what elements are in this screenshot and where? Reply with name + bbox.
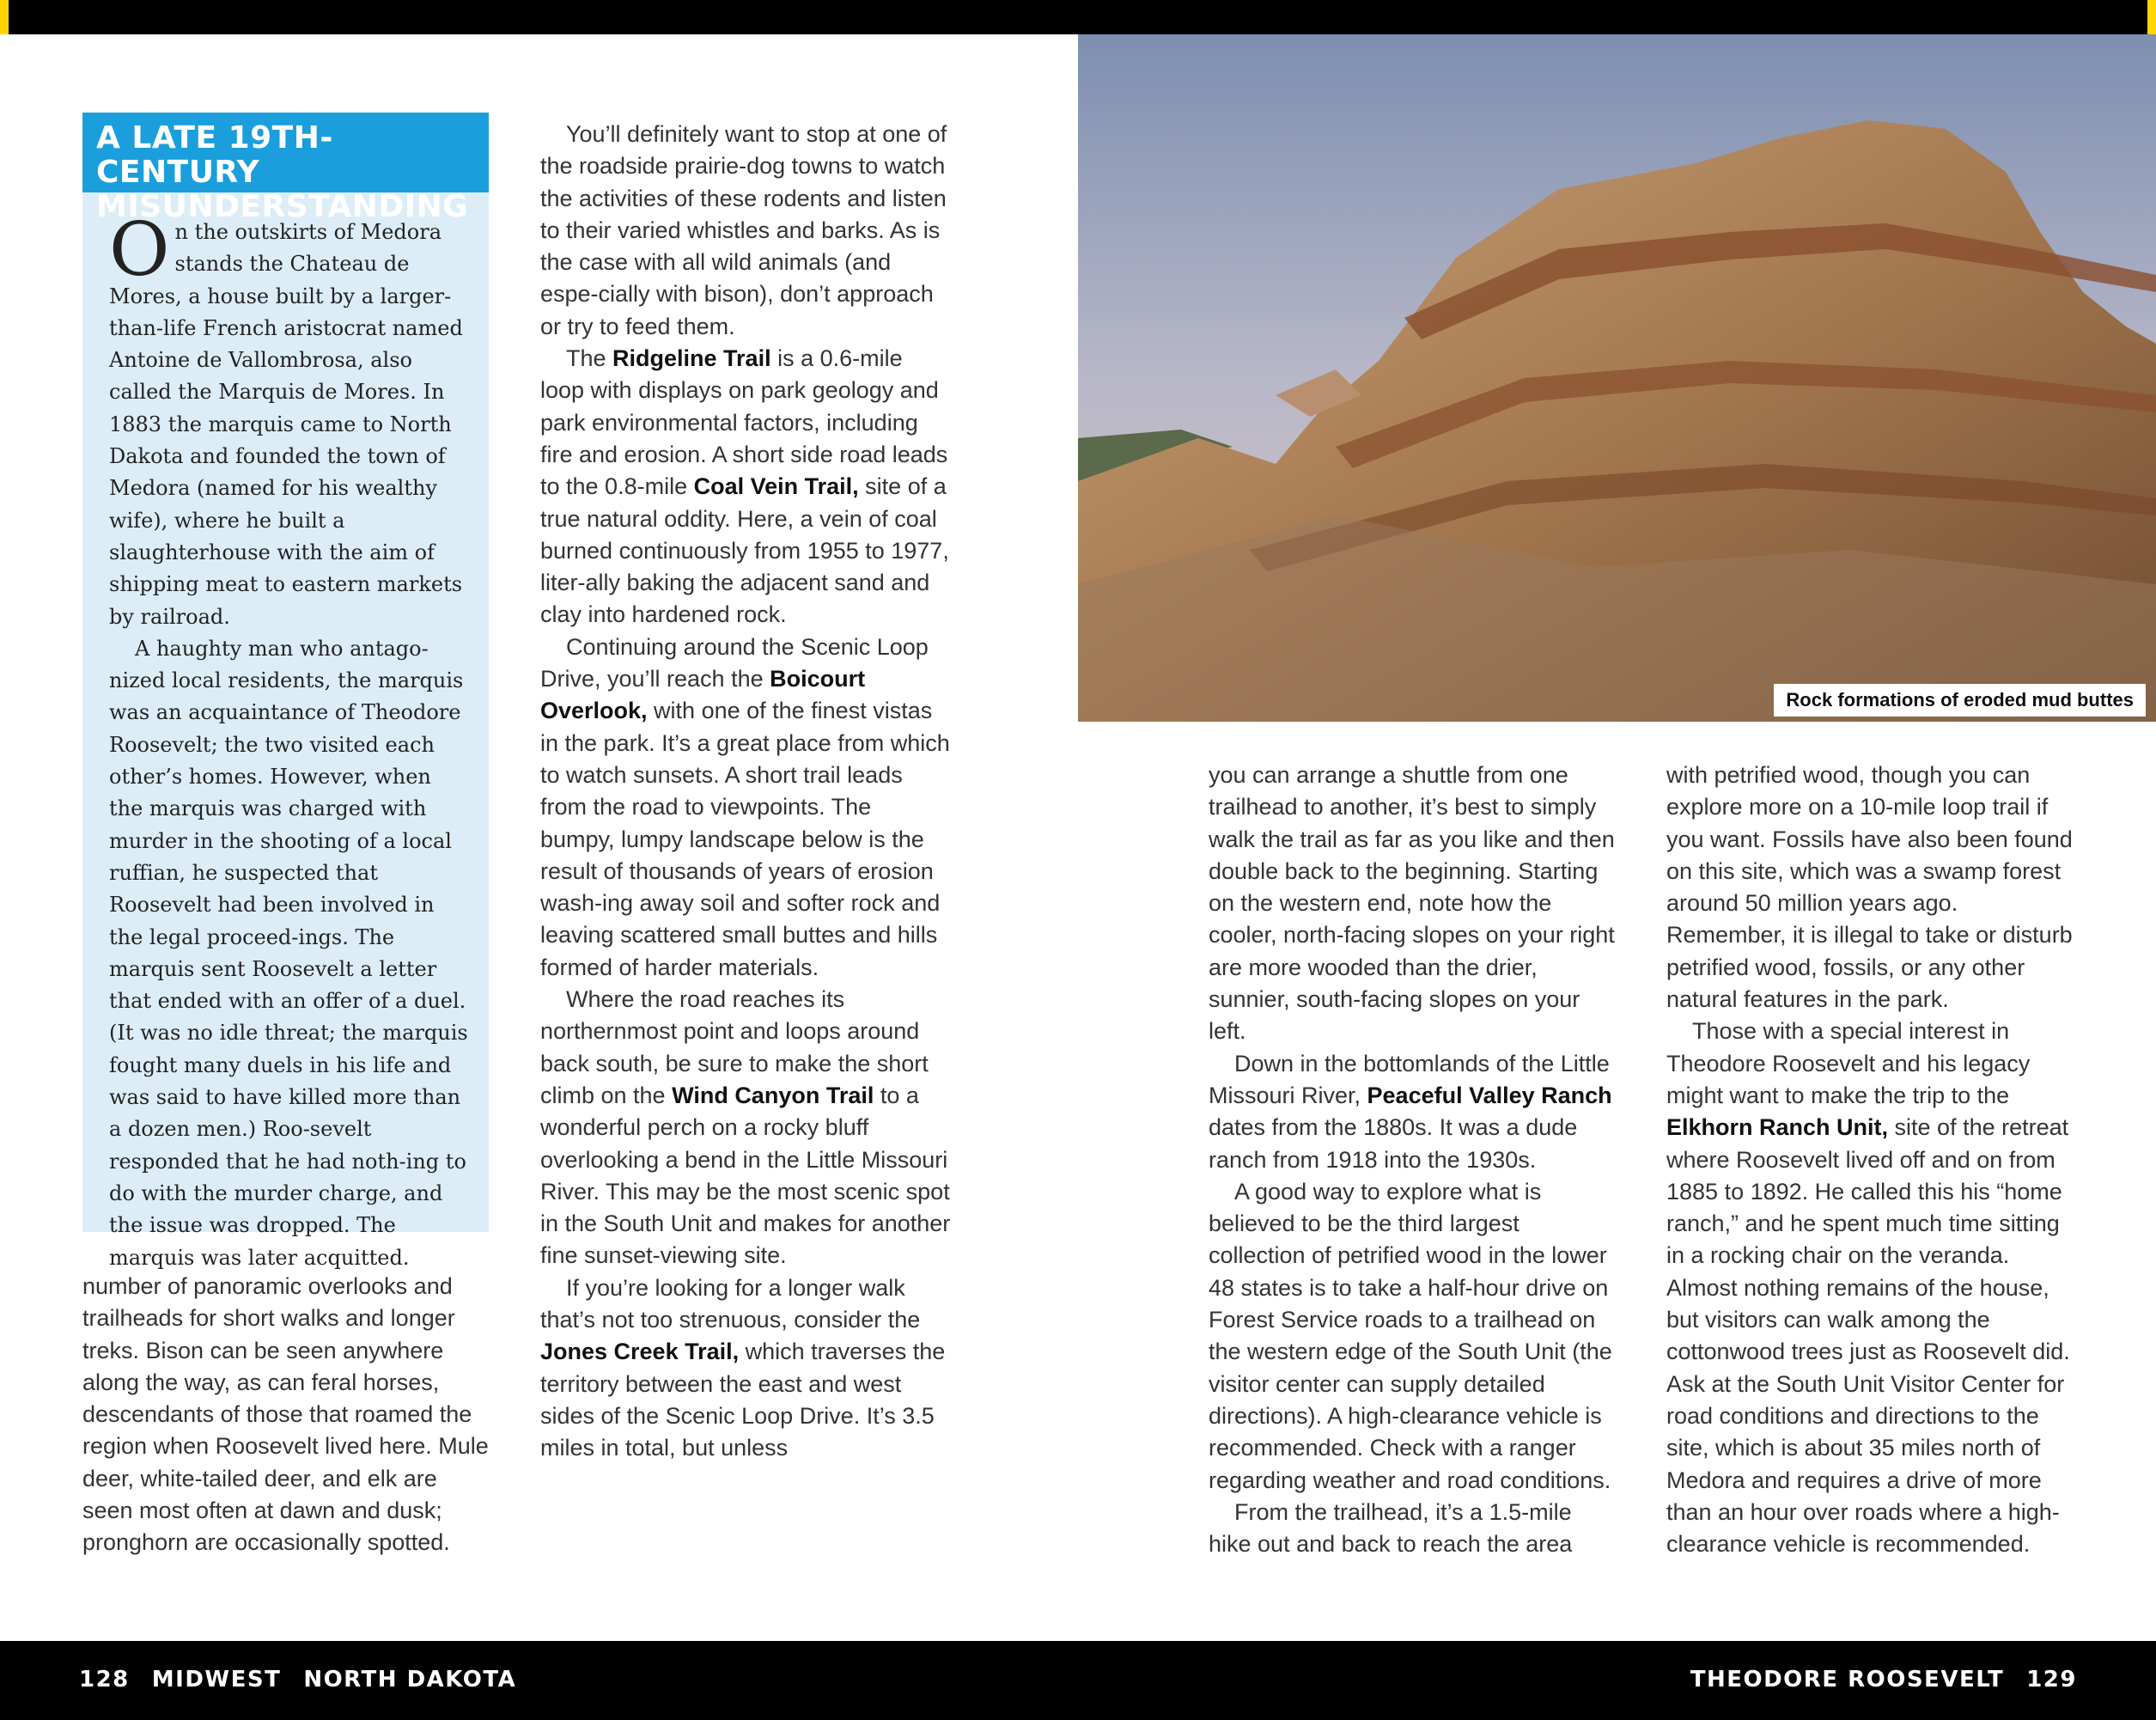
col3-paragraph-2 [1209,1048,1619,1176]
region-label: MIDWEST [151,1667,282,1693]
left-edge-tab [0,0,9,34]
text-span: Continuing around the Scenic Loop Drive, you’ll reach the [540,633,929,692]
text-span: to a wonderful perch on a rocky bluff overlooking a bend in the Little Missouri River. This may be the most scenic spot in the South Unit and makes for another fine sunset-viewing site. [540,1082,951,1269]
column-3 [1209,759,1619,1560]
sidebar-title [82,113,489,224]
photo-caption: Rock formations of eroded mud buttes [1774,684,2146,717]
text-span: is a 0.6-mile loop with displays on park geology and park environmental factors, including fire and erosion. A short side road leads to the 0.8-mile [540,345,948,500]
text-span: The [566,345,613,372]
left-page-number: 128 [79,1667,130,1693]
sidebar-title-line1: A LATE 19TH-CENTURY [96,120,333,190]
col2-paragraph-1: You’ll definitely want to stop at one of the roadside prairie-dog towns to watch the activities of these rodents and listen to their varied whistles and barks. As is the case with all wild animals (and espe-cially with bison), don’t approach or try to feed them. [540,121,947,339]
col3-paragraph-1: you can arrange a shuttle from one trailhead to another, it’s best to simply walk the trail as far as you like and then double back to the beginning. Starting on the western end, note how the cooler, north-facing slopes on your right are more wooded than the drier, sunnier, south-facing slopes on your left. [1209,762,1615,1045]
sidebar-paragraph-1 [109,207,470,633]
rock-formation-photo [1078,34,2156,722]
text-span: with one of the finest vistas in the park. It’s a great place from which to watch sunsets. A short trail leads from the road to viewpoints. The bumpy, lumpy landscape below is the result of thousands of years of erosion wash-ing away soil and softer rock and leaving scattered small buttes and hills formed of harder materials. [540,698,950,980]
col4-paragraph-1: with petrified wood, though you can explore more on a 10-mile loop trail if you want. Fossils have also been found on this site, which was a swamp forest around 50 million years ago. Remember, it is illegal to take or disturb petrified wood, fossils, or any other natural features in the park. [1666,762,2073,1013]
state-label: NORTH DAKOTA [303,1667,517,1693]
elkhorn-ranch-unit-name: Elkhorn Ranch Unit, [1666,1114,1889,1141]
top-bar [0,0,2156,34]
col3-paragraph-4: From the trailhead, it’s a 1.5-mile hike out and back to reach the area [1209,1498,1573,1558]
col1-paragraph-1: number of panoramic overlooks and trailheads for short walks and longer treks. Bison can be seen anywhere along the way, as can feral horses, descendants of those that roamed the region when Roosevelt lived here. Mule deer, white-tailed deer, and elk are seen most often at dawn and dusk; pronghorn are occasionally spotted. [82,1273,489,1556]
footer-bar [0,1641,2156,1720]
coal-vein-trail-name: Coal Vein Trail, [693,473,859,500]
text-span: Where the road reaches its northernmost point and loops around back south, be sure to make the short climb on the [540,986,929,1108]
col4-paragraph-2 [1666,1016,2077,1560]
wind-canyon-trail-name: Wind Canyon Trail [672,1082,874,1108]
text-span: which traverses the territory between the east and west sides of the Scenic Loop Drive. It’s 3.5 miles in total, but unless [540,1339,946,1461]
sidebar-paragraph-1-text: n the outskirts of Medora stands the Chateau de Mores, a house built by a larger-than-life French aristocrat named Antoine de Vallombrosa, also called the Marquis de Mores. In 1883 the marquis came to North Dakota and founded the town of Medora (named for his wealthy wife), where he built a slaughterhouse with the aim of shipping meat to eastern markets by railroad. [109,220,463,629]
right-edge-tab [2147,0,2156,34]
drop-cap: O [109,207,170,293]
sidebar-paragraph-2: A haughty man who antago-nized local residents, the marquis was an acquaintance of Theodore Roosevelt; the two visited each other’s homes. However, when the marquis was charged with murder in the shooting of a local ruffian, he suspected that Roosevelt had been involved in the legal proceed-ings. The marquis sent Roosevelt a letter that ended with an offer of a duel. (It was no idle threat; the marquis fought many duels in his life and was said to have killed more than a dozen men.) Roo-sevelt responded that he had noth-ing to do with the murder charge, and the issue was dropped. The marquis was later acquitted. [109,636,468,1270]
footer-left [79,1667,539,1693]
col2-paragraph-5 [540,1272,951,1465]
footer-right [1690,1667,2077,1693]
text-span: Down in the bottomlands of the Little Missouri River, [1209,1050,1610,1108]
column-4 [1666,759,2077,1560]
jones-creek-trail-name: Jones Creek Trail, [540,1339,740,1365]
sidebar-title-line2: MISUNDERSTANDING [96,189,469,224]
col2-paragraph-2 [540,343,951,631]
chapter-title: THEODORE ROOSEVELT [1690,1667,2005,1693]
text-span: site of the retreat where Roosevelt lived off and on from 1885 to 1892. He called this his “home ranch,” and he spent much time sitting in a rocking chair on the veranda. Almost nothing remains of the house, but visitors can walk among the cottonwood trees just as Roosevelt did. Ask at the South Unit Visitor Center for road conditions and directions to the site, which is about 35 miles north of Medora and requires a drive of more than an hour over roads where a high-clearance vehicle is recommended. [1666,1114,2070,1558]
text-span: If you’re looking for a longer walk that’s not too strenuous, consider the [540,1274,921,1333]
peaceful-valley-ranch-name: Peaceful Valley Ranch [1367,1082,1612,1108]
column-2 [540,119,951,1464]
boicourt-overlook-name: Boicourt Overlook, [540,666,866,724]
col2-paragraph-3 [540,631,951,984]
text-span: dates from the 1880s. It was a dude ranch from 1918 into the 1930s. [1209,1114,1578,1173]
text-span: site of a true natural oddity. Here, a vein of coal burned continuously from 1955 to 1977, liter-ally baking the adjacent sand and clay into hardened rock. [540,473,949,628]
col3-paragraph-3: A good way to explore what is believed to be the third largest collection of petrified wood in the lower 48 states is to take a half-hour drive on Forest Service roads to a trailhead on the western edge of the South Unit (the visitor center can supply detailed directions). A high-clearance vehicle is recommended. Check with a ranger regarding weather and road conditions. [1209,1178,1612,1493]
sidebar-text [109,207,470,1274]
right-page-number: 129 [2026,1667,2077,1693]
text-span: Those with a special interest in Theodore Roosevelt and his legacy might want to make the trip to the [1666,1018,2031,1108]
photo-illustration [1078,34,2156,722]
ridgeline-trail-name: Ridgeline Trail [612,345,771,372]
column-1 [82,1271,493,1559]
col2-paragraph-4 [540,984,951,1272]
